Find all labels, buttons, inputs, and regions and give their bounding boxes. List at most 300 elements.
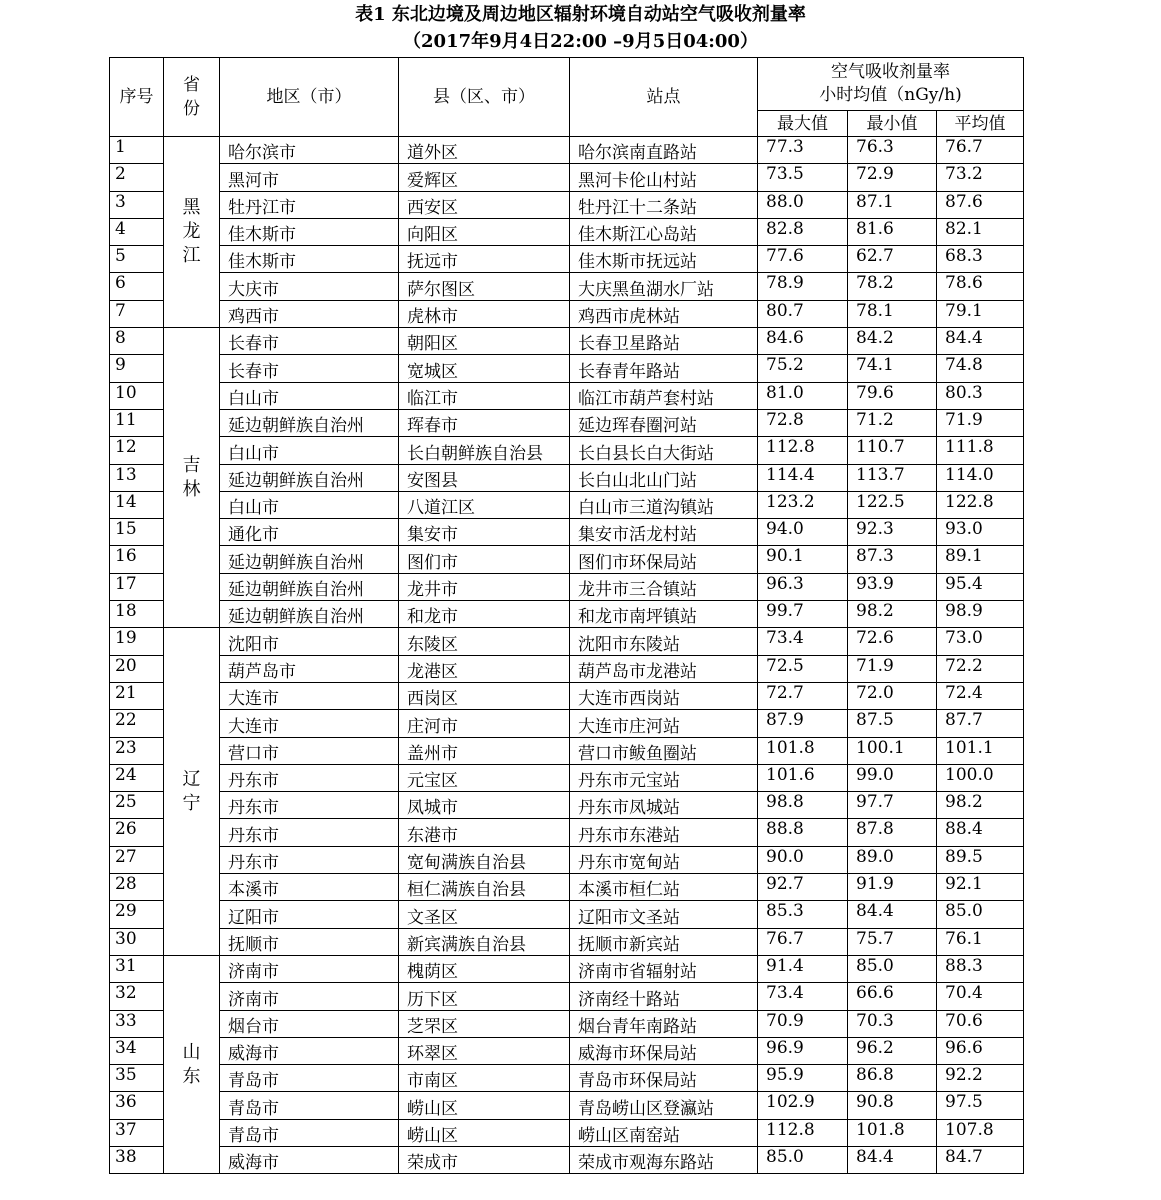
county-cell: 东港市: [399, 819, 570, 846]
avg-value-cell: 85.0: [937, 901, 1024, 928]
min-value-cell: 74.1: [848, 355, 937, 382]
region-cell: 延边朝鲜族自治州: [220, 464, 399, 491]
avg-value-cell: 78.6: [937, 273, 1024, 300]
max-value-cell: 114.4: [758, 464, 848, 491]
max-value-cell: 72.7: [758, 682, 848, 709]
avg-value-cell: 72.2: [937, 655, 1024, 682]
region-cell: 威海市: [220, 1146, 399, 1173]
row-number: 27: [110, 846, 164, 873]
min-value-cell: 66.6: [848, 983, 937, 1010]
region-cell: 丹东市: [220, 846, 399, 873]
header-min: 最小值: [848, 111, 937, 137]
region-cell: 营口市: [220, 737, 399, 764]
max-value-cell: 84.6: [758, 328, 848, 355]
avg-value-cell: 88.3: [937, 955, 1024, 982]
county-cell: 西岗区: [399, 682, 570, 709]
row-number: 31: [110, 955, 164, 982]
station-cell: 崂山区南窑站: [570, 1119, 758, 1146]
max-value-cell: 101.8: [758, 737, 848, 764]
table-row: [110, 246, 1024, 273]
region-cell: 丹东市: [220, 792, 399, 819]
table-row: [110, 1092, 1024, 1119]
max-value-cell: 85.3: [758, 901, 848, 928]
station-cell: 延边珲春圈河站: [570, 409, 758, 436]
province-char: 宁: [182, 792, 201, 814]
station-cell: 黑河卡伦山村站: [570, 164, 758, 191]
county-cell: 庄河市: [399, 710, 570, 737]
table-row: [110, 710, 1024, 737]
station-cell: 临江市葫芦套村站: [570, 382, 758, 409]
station-cell: 长白山北山门站: [570, 464, 758, 491]
station-cell: 牡丹江十二条站: [570, 191, 758, 218]
min-value-cell: 71.2: [848, 409, 937, 436]
radiation-table: [109, 57, 1024, 1174]
min-value-cell: 96.2: [848, 1037, 937, 1064]
table-row: [110, 764, 1024, 791]
min-value-cell: 122.5: [848, 491, 937, 518]
max-value-cell: 96.3: [758, 573, 848, 600]
table-row: [110, 382, 1024, 409]
province-char: 辽: [182, 768, 201, 790]
row-number: 29: [110, 901, 164, 928]
min-value-cell: 84.4: [848, 1146, 937, 1173]
station-cell: 丹东市东港站: [570, 819, 758, 846]
province-char: 山: [182, 1041, 201, 1063]
avg-value-cell: 122.8: [937, 491, 1024, 518]
table-row: [110, 1065, 1024, 1092]
region-cell: 青岛市: [220, 1092, 399, 1119]
header-province: [164, 58, 220, 137]
avg-value-cell: 98.9: [937, 601, 1024, 628]
station-cell: 本溪市桓仁站: [570, 874, 758, 901]
county-cell: 八道江区: [399, 491, 570, 518]
region-cell: 佳木斯市: [220, 218, 399, 245]
table-row: [110, 983, 1024, 1010]
avg-value-cell: 79.1: [937, 300, 1024, 327]
county-cell: 芝罘区: [399, 1010, 570, 1037]
header-county: 县（区、市）: [399, 58, 570, 137]
county-cell: 图们市: [399, 546, 570, 573]
county-cell: 临江市: [399, 382, 570, 409]
table-row: [110, 655, 1024, 682]
row-number: 32: [110, 983, 164, 1010]
region-cell: 延边朝鲜族自治州: [220, 573, 399, 600]
station-cell: 济南市省辐射站: [570, 955, 758, 982]
max-value-cell: 72.5: [758, 655, 848, 682]
min-value-cell: 85.0: [848, 955, 937, 982]
region-cell: 青岛市: [220, 1119, 399, 1146]
table-subtitle: （2017年9月4日22:00 –9月5日04:00）: [403, 31, 758, 52]
min-value-cell: 78.2: [848, 273, 937, 300]
station-cell: 荣成市观海东路站: [570, 1146, 758, 1173]
table-row: [110, 601, 1024, 628]
province-char: 龙: [182, 221, 201, 243]
county-cell: 爱辉区: [399, 164, 570, 191]
row-number: 12: [110, 437, 164, 464]
table-row: [110, 1010, 1024, 1037]
table-row: [110, 137, 1024, 164]
region-cell: 丹东市: [220, 764, 399, 791]
min-value-cell: 86.8: [848, 1065, 937, 1092]
max-value-cell: 70.9: [758, 1010, 848, 1037]
header-province-1: 省: [183, 75, 200, 95]
county-cell: 新宾满族自治县: [399, 928, 570, 955]
row-number: 9: [110, 355, 164, 382]
max-value-cell: 112.8: [758, 437, 848, 464]
region-cell: 烟台市: [220, 1010, 399, 1037]
station-cell: 集安市活龙村站: [570, 519, 758, 546]
table-row: [110, 546, 1024, 573]
table-row: [110, 1119, 1024, 1146]
max-value-cell: 81.0: [758, 382, 848, 409]
county-cell: 宽甸满族自治县: [399, 846, 570, 873]
county-cell: 珲春市: [399, 409, 570, 436]
county-cell: 朝阳区: [399, 328, 570, 355]
row-number: 5: [110, 246, 164, 273]
row-number: 36: [110, 1092, 164, 1119]
county-cell: 市南区: [399, 1065, 570, 1092]
max-value-cell: 73.4: [758, 983, 848, 1010]
table-row: [110, 437, 1024, 464]
avg-value-cell: 84.4: [937, 328, 1024, 355]
station-cell: 佳木斯市抚远站: [570, 246, 758, 273]
province-char: 林: [182, 478, 201, 500]
max-value-cell: 77.3: [758, 137, 848, 164]
avg-value-cell: 101.1: [937, 737, 1024, 764]
station-cell: 济南经十路站: [570, 983, 758, 1010]
min-value-cell: 99.0: [848, 764, 937, 791]
station-cell: 丹东市凤城站: [570, 792, 758, 819]
min-value-cell: 90.8: [848, 1092, 937, 1119]
county-cell: 安图县: [399, 464, 570, 491]
avg-value-cell: 80.3: [937, 382, 1024, 409]
county-cell: 崂山区: [399, 1119, 570, 1146]
max-value-cell: 82.8: [758, 218, 848, 245]
header-province-2: 份: [183, 99, 200, 119]
region-cell: 佳木斯市: [220, 246, 399, 273]
county-cell: 西安区: [399, 191, 570, 218]
table-row: [110, 955, 1024, 982]
station-cell: 长春卫星路站: [570, 328, 758, 355]
avg-value-cell: 95.4: [937, 573, 1024, 600]
row-number: 21: [110, 682, 164, 709]
table-row: [110, 628, 1024, 655]
station-cell: 丹东市宽甸站: [570, 846, 758, 873]
avg-value-cell: 87.7: [937, 710, 1024, 737]
max-value-cell: 77.6: [758, 246, 848, 273]
max-value-cell: 95.9: [758, 1065, 848, 1092]
table-row: [110, 1146, 1024, 1173]
min-value-cell: 87.3: [848, 546, 937, 573]
county-cell: 槐荫区: [399, 955, 570, 982]
station-cell: 龙井市三合镇站: [570, 573, 758, 600]
row-number: 7: [110, 300, 164, 327]
county-cell: 长白朝鲜族自治县: [399, 437, 570, 464]
region-cell: 延边朝鲜族自治州: [220, 546, 399, 573]
avg-value-cell: 73.2: [937, 164, 1024, 191]
avg-value-cell: 89.1: [937, 546, 1024, 573]
region-cell: 牡丹江市: [220, 191, 399, 218]
avg-value-cell: 93.0: [937, 519, 1024, 546]
station-cell: 辽阳市文圣站: [570, 901, 758, 928]
header-no: 序号: [110, 58, 164, 137]
min-value-cell: 75.7: [848, 928, 937, 955]
header-max: 最大值: [758, 111, 848, 137]
min-value-cell: 76.3: [848, 137, 937, 164]
table-body: [110, 137, 1024, 1174]
station-cell: 营口市鲅鱼圈站: [570, 737, 758, 764]
header-avg: 平均值: [937, 111, 1024, 137]
table-row: [110, 355, 1024, 382]
max-value-cell: 88.0: [758, 191, 848, 218]
avg-value-cell: 114.0: [937, 464, 1024, 491]
table-row: [110, 409, 1024, 436]
region-cell: 本溪市: [220, 874, 399, 901]
row-number: 33: [110, 1010, 164, 1037]
max-value-cell: 73.4: [758, 628, 848, 655]
avg-value-cell: 70.4: [937, 983, 1024, 1010]
row-number: 26: [110, 819, 164, 846]
station-cell: 青岛崂山区登瀛站: [570, 1092, 758, 1119]
county-cell: 盖州市: [399, 737, 570, 764]
min-value-cell: 97.7: [848, 792, 937, 819]
min-value-cell: 110.7: [848, 437, 937, 464]
row-number: 8: [110, 328, 164, 355]
avg-value-cell: 76.7: [937, 137, 1024, 164]
header-metric-1: 空气吸收剂量率: [831, 62, 950, 82]
region-cell: 通化市: [220, 519, 399, 546]
min-value-cell: 72.6: [848, 628, 937, 655]
county-cell: 元宝区: [399, 764, 570, 791]
table-row: [110, 164, 1024, 191]
min-value-cell: 87.1: [848, 191, 937, 218]
row-number: 2: [110, 164, 164, 191]
row-number: 3: [110, 191, 164, 218]
province-cell: [164, 137, 220, 328]
station-cell: 哈尔滨南直路站: [570, 137, 758, 164]
header-metric-2: 小时均值（nGy/h): [819, 85, 962, 105]
province-char: 东: [182, 1065, 201, 1087]
table-row: [110, 464, 1024, 491]
row-number: 4: [110, 218, 164, 245]
max-value-cell: 75.2: [758, 355, 848, 382]
avg-value-cell: 98.2: [937, 792, 1024, 819]
region-cell: 哈尔滨市: [220, 137, 399, 164]
row-number: 17: [110, 573, 164, 600]
row-number: 35: [110, 1065, 164, 1092]
min-value-cell: 81.6: [848, 218, 937, 245]
row-number: 30: [110, 928, 164, 955]
table-row: [110, 682, 1024, 709]
county-cell: 抚远市: [399, 246, 570, 273]
max-value-cell: 96.9: [758, 1037, 848, 1064]
station-cell: 大连市西岗站: [570, 682, 758, 709]
row-number: 16: [110, 546, 164, 573]
avg-value-cell: 87.6: [937, 191, 1024, 218]
region-cell: 沈阳市: [220, 628, 399, 655]
county-cell: 历下区: [399, 983, 570, 1010]
min-value-cell: 87.5: [848, 710, 937, 737]
min-value-cell: 70.3: [848, 1010, 937, 1037]
row-number: 19: [110, 628, 164, 655]
table-row: [110, 1037, 1024, 1064]
max-value-cell: 102.9: [758, 1092, 848, 1119]
avg-value-cell: 72.4: [937, 682, 1024, 709]
county-cell: 荣成市: [399, 1146, 570, 1173]
min-value-cell: 78.1: [848, 300, 937, 327]
region-cell: 长春市: [220, 355, 399, 382]
header-station: 站点: [570, 58, 758, 137]
region-cell: 威海市: [220, 1037, 399, 1064]
header-region: 地区（市）: [220, 58, 399, 137]
max-value-cell: 90.1: [758, 546, 848, 573]
station-cell: 沈阳市东陵站: [570, 628, 758, 655]
min-value-cell: 100.1: [848, 737, 937, 764]
county-cell: 桓仁满族自治县: [399, 874, 570, 901]
avg-value-cell: 71.9: [937, 409, 1024, 436]
avg-value-cell: 92.1: [937, 874, 1024, 901]
region-cell: 白山市: [220, 437, 399, 464]
row-number: 1: [110, 137, 164, 164]
max-value-cell: 78.9: [758, 273, 848, 300]
table-row: [110, 792, 1024, 819]
province-cell: [164, 328, 220, 628]
max-value-cell: 99.7: [758, 601, 848, 628]
row-number: 37: [110, 1119, 164, 1146]
avg-value-cell: 100.0: [937, 764, 1024, 791]
county-cell: 道外区: [399, 137, 570, 164]
region-cell: 长春市: [220, 328, 399, 355]
avg-value-cell: 70.6: [937, 1010, 1024, 1037]
max-value-cell: 91.4: [758, 955, 848, 982]
county-cell: 向阳区: [399, 218, 570, 245]
region-cell: 抚顺市: [220, 928, 399, 955]
avg-value-cell: 92.2: [937, 1065, 1024, 1092]
region-cell: 济南市: [220, 955, 399, 982]
max-value-cell: 80.7: [758, 300, 848, 327]
table-row: [110, 328, 1024, 355]
region-cell: 白山市: [220, 491, 399, 518]
table-row: [110, 218, 1024, 245]
max-value-cell: 94.0: [758, 519, 848, 546]
station-cell: 白山市三道沟镇站: [570, 491, 758, 518]
county-cell: 凤城市: [399, 792, 570, 819]
avg-value-cell: 68.3: [937, 246, 1024, 273]
min-value-cell: 84.2: [848, 328, 937, 355]
station-cell: 威海市环保局站: [570, 1037, 758, 1064]
min-value-cell: 62.7: [848, 246, 937, 273]
table-row: [110, 846, 1024, 873]
station-cell: 佳木斯江心岛站: [570, 218, 758, 245]
min-value-cell: 101.8: [848, 1119, 937, 1146]
table-row: [110, 819, 1024, 846]
region-cell: 大连市: [220, 682, 399, 709]
county-cell: 龙港区: [399, 655, 570, 682]
max-value-cell: 87.9: [758, 710, 848, 737]
province-char: 吉: [182, 454, 201, 476]
min-value-cell: 72.9: [848, 164, 937, 191]
avg-value-cell: 88.4: [937, 819, 1024, 846]
row-number: 10: [110, 382, 164, 409]
max-value-cell: 101.6: [758, 764, 848, 791]
table-title: 表1 东北边境及周边地区辐射环境自动站空气吸收剂量率: [355, 4, 806, 25]
county-cell: 环翠区: [399, 1037, 570, 1064]
county-cell: 东陵区: [399, 628, 570, 655]
table-row: [110, 901, 1024, 928]
max-value-cell: 90.0: [758, 846, 848, 873]
row-number: 24: [110, 764, 164, 791]
row-number: 6: [110, 273, 164, 300]
max-value-cell: 92.7: [758, 874, 848, 901]
county-cell: 宽城区: [399, 355, 570, 382]
county-cell: 萨尔图区: [399, 273, 570, 300]
min-value-cell: 98.2: [848, 601, 937, 628]
station-cell: 图们市环保局站: [570, 546, 758, 573]
station-cell: 丹东市元宝站: [570, 764, 758, 791]
row-number: 25: [110, 792, 164, 819]
min-value-cell: 87.8: [848, 819, 937, 846]
table-row: [110, 273, 1024, 300]
region-cell: 济南市: [220, 983, 399, 1010]
avg-value-cell: 82.1: [937, 218, 1024, 245]
row-number: 22: [110, 710, 164, 737]
min-value-cell: 71.9: [848, 655, 937, 682]
province-cell: [164, 628, 220, 956]
region-cell: 辽阳市: [220, 901, 399, 928]
max-value-cell: 72.8: [758, 409, 848, 436]
max-value-cell: 112.8: [758, 1119, 848, 1146]
avg-value-cell: 111.8: [937, 437, 1024, 464]
min-value-cell: 113.7: [848, 464, 937, 491]
region-cell: 大庆市: [220, 273, 399, 300]
county-cell: 文圣区: [399, 901, 570, 928]
min-value-cell: 79.6: [848, 382, 937, 409]
avg-value-cell: 84.7: [937, 1146, 1024, 1173]
avg-value-cell: 97.5: [937, 1092, 1024, 1119]
row-number: 14: [110, 491, 164, 518]
min-value-cell: 92.3: [848, 519, 937, 546]
station-cell: 烟台青年南路站: [570, 1010, 758, 1037]
station-cell: 抚顺市新宾站: [570, 928, 758, 955]
table-row: [110, 737, 1024, 764]
station-cell: 青岛市环保局站: [570, 1065, 758, 1092]
row-number: 13: [110, 464, 164, 491]
station-cell: 和龙市南坪镇站: [570, 601, 758, 628]
max-value-cell: 98.8: [758, 792, 848, 819]
max-value-cell: 85.0: [758, 1146, 848, 1173]
max-value-cell: 76.7: [758, 928, 848, 955]
table-row: [110, 874, 1024, 901]
table-row: [110, 191, 1024, 218]
row-number: 11: [110, 409, 164, 436]
min-value-cell: 89.0: [848, 846, 937, 873]
max-value-cell: 88.8: [758, 819, 848, 846]
avg-value-cell: 96.6: [937, 1037, 1024, 1064]
region-cell: 葫芦岛市: [220, 655, 399, 682]
province-char: 江: [182, 245, 201, 267]
row-number: 20: [110, 655, 164, 682]
header-metric: [758, 58, 1024, 111]
station-cell: 鸡西市虎林站: [570, 300, 758, 327]
region-cell: 鸡西市: [220, 300, 399, 327]
station-cell: 长春青年路站: [570, 355, 758, 382]
min-value-cell: 84.4: [848, 901, 937, 928]
avg-value-cell: 74.8: [937, 355, 1024, 382]
table-row: [110, 300, 1024, 327]
row-number: 15: [110, 519, 164, 546]
max-value-cell: 123.2: [758, 491, 848, 518]
county-cell: 崂山区: [399, 1092, 570, 1119]
